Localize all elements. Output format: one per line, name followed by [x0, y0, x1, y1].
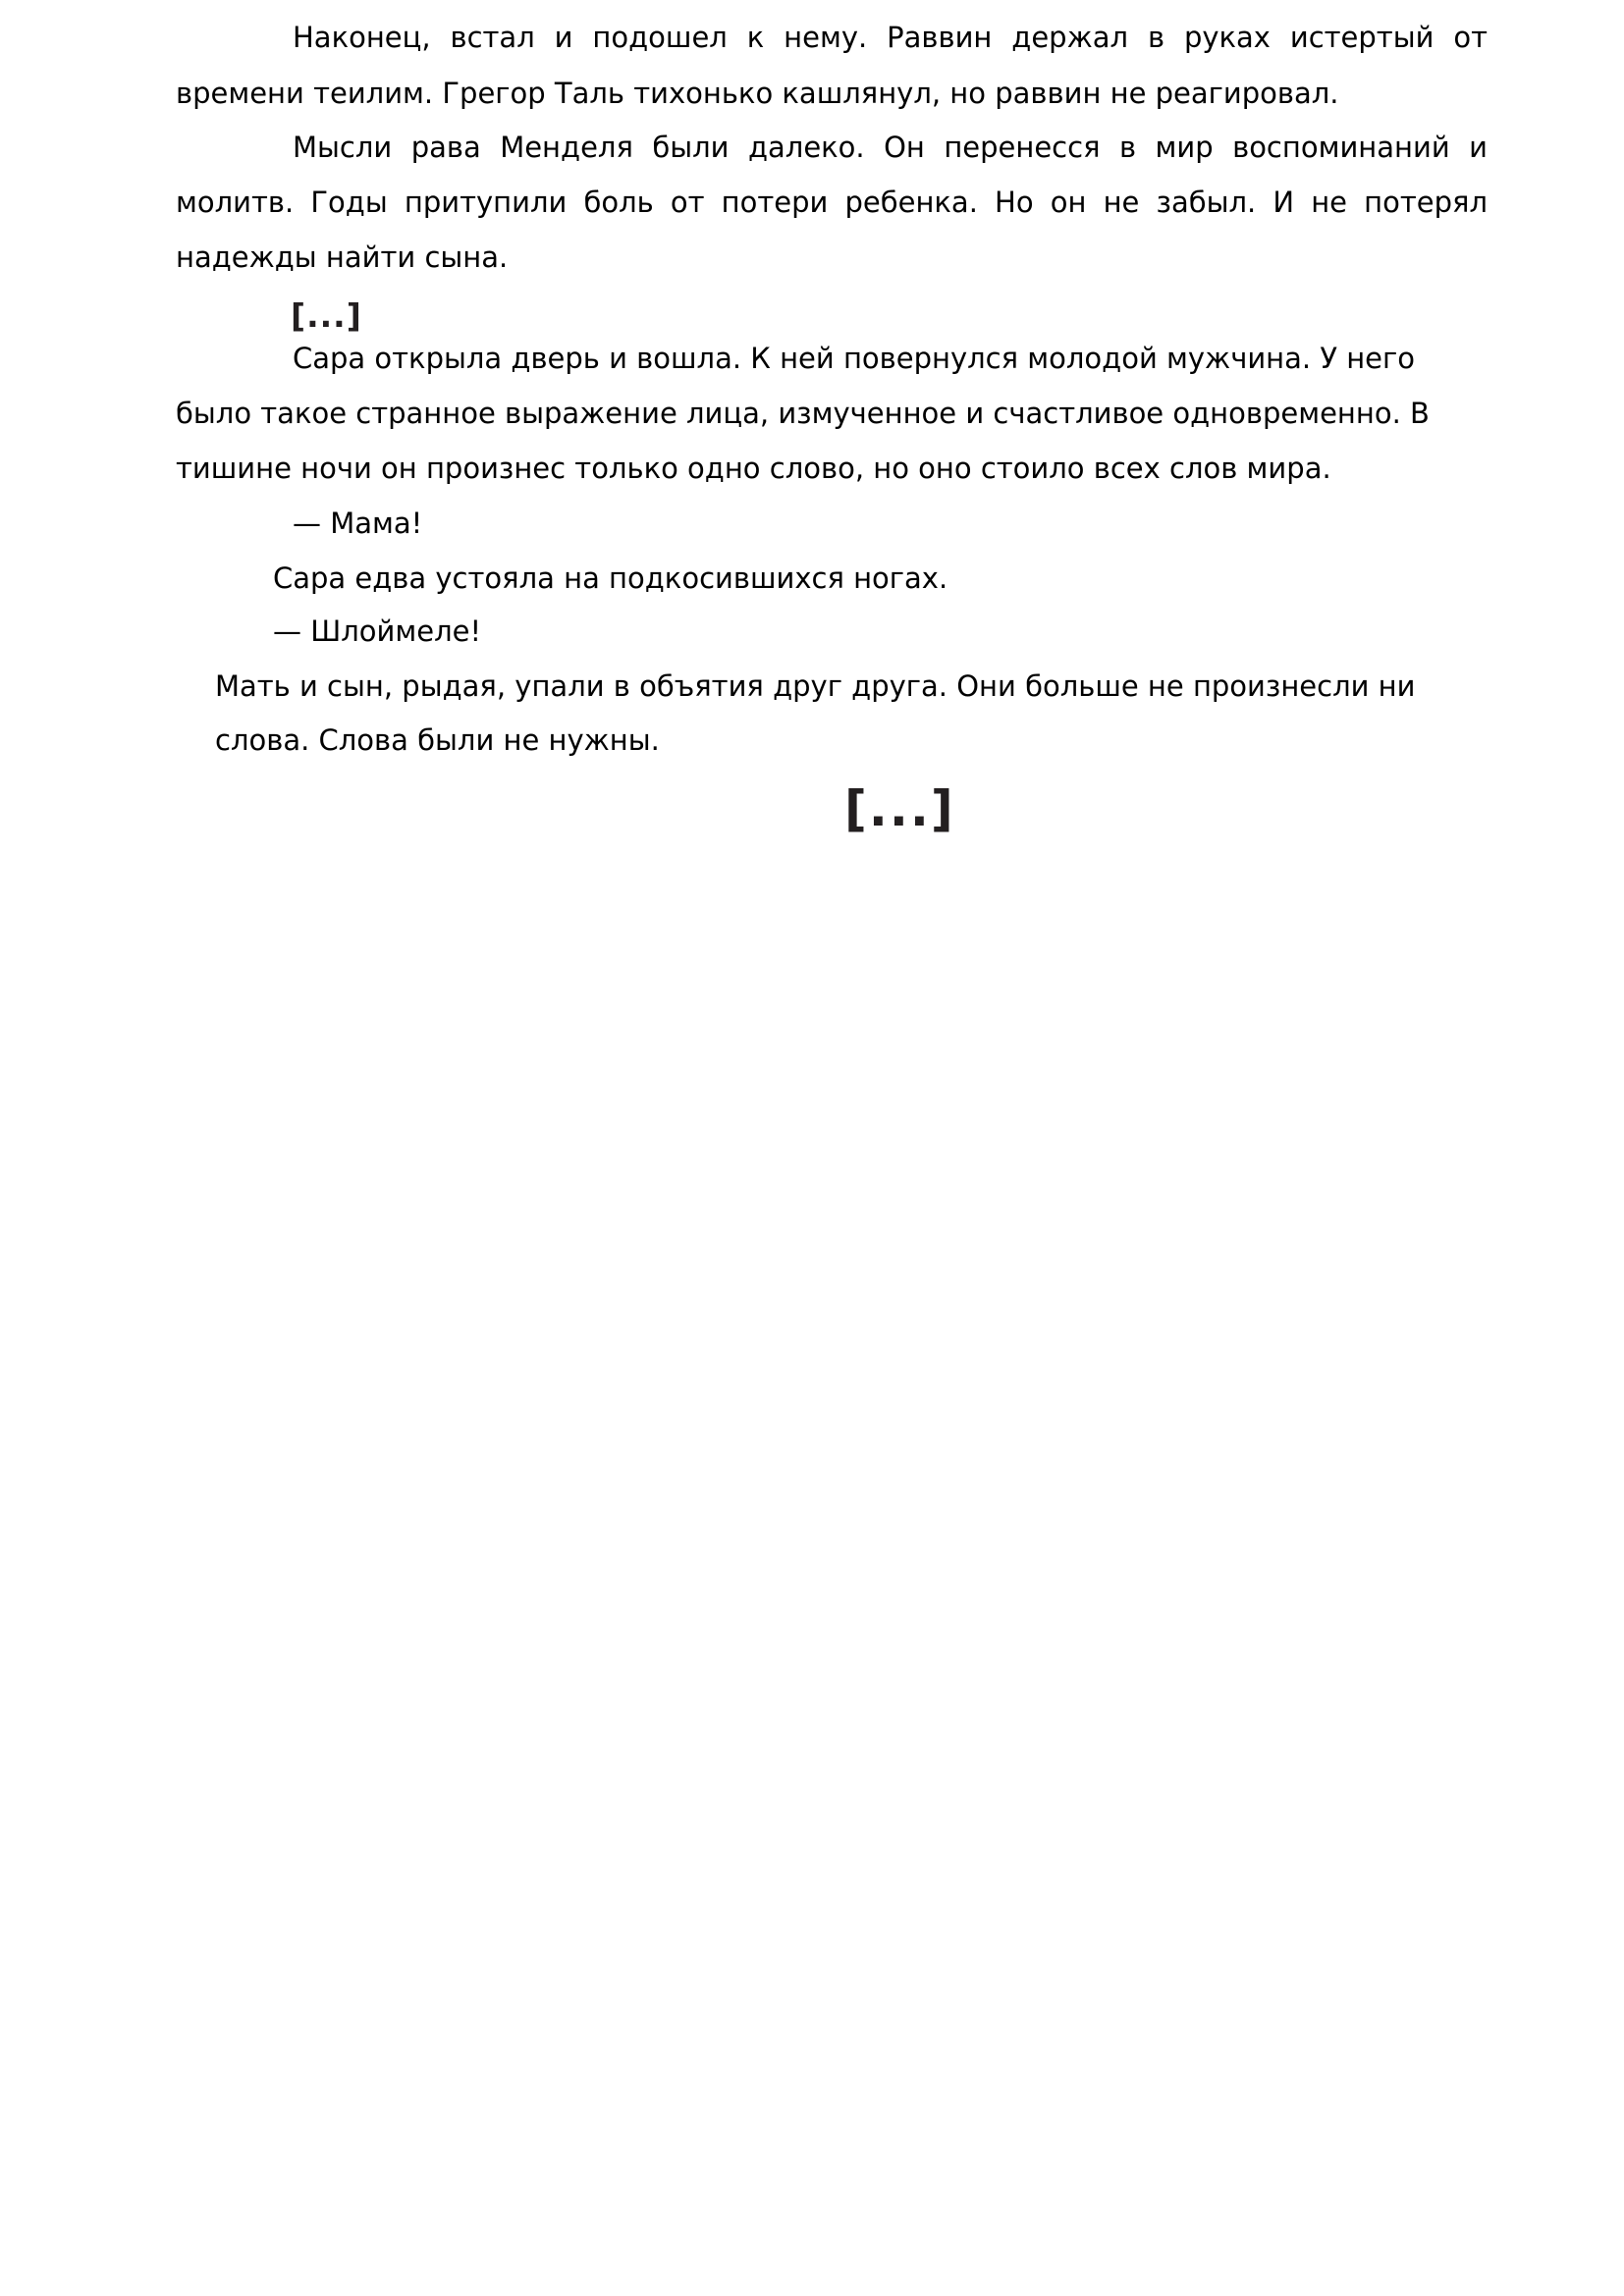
dialogue-line-shloimele: — Шлоймеле! — [273, 614, 482, 648]
paragraph-2-line-3: надежды найти сына. — [176, 240, 509, 274]
paragraph-2-line-1: Мысли рава Менделя были далеко. Он перенесся в мир воспоминаний и — [293, 131, 1488, 164]
dialogue-line-mama: — Мама! — [293, 507, 423, 540]
omission-mark-centered: [...] — [844, 780, 955, 837]
paragraph-1-line-2: времени теилим. Грегор Таль тихонько кашлянул, но раввин не реагировал. — [176, 77, 1339, 110]
omission-mark: [...] — [291, 296, 362, 335]
paragraph-4: Сара едва устояла на подкосившихся ногах. — [273, 561, 948, 595]
paragraph-3-line-2: было такое странное выражение лица, измученное и счастливое одновременно. В — [176, 397, 1430, 430]
paragraph-3-line-1: Сара открыла дверь и вошла. К ней повернулся молодой мужчина. У него — [293, 342, 1416, 375]
paragraph-5-line-2: слова. Слова были не нужны. — [215, 723, 660, 757]
paragraph-1-line-1: Наконец, встал и подошел к нему. Раввин держал в руках истертый от — [293, 21, 1488, 54]
paragraph-5-line-1: Мать и сын, рыдая, упали в объятия друг друга. Они больше не произнесли ни — [215, 669, 1416, 703]
paragraph-2-line-2: молитв. Годы притупили боль от потери ребенка. Но он не забыл. И не потерял — [176, 186, 1488, 219]
paragraph-3-line-3: тишине ночи он произнес только одно слово, но оно стоило всех слов мира. — [176, 452, 1331, 485]
